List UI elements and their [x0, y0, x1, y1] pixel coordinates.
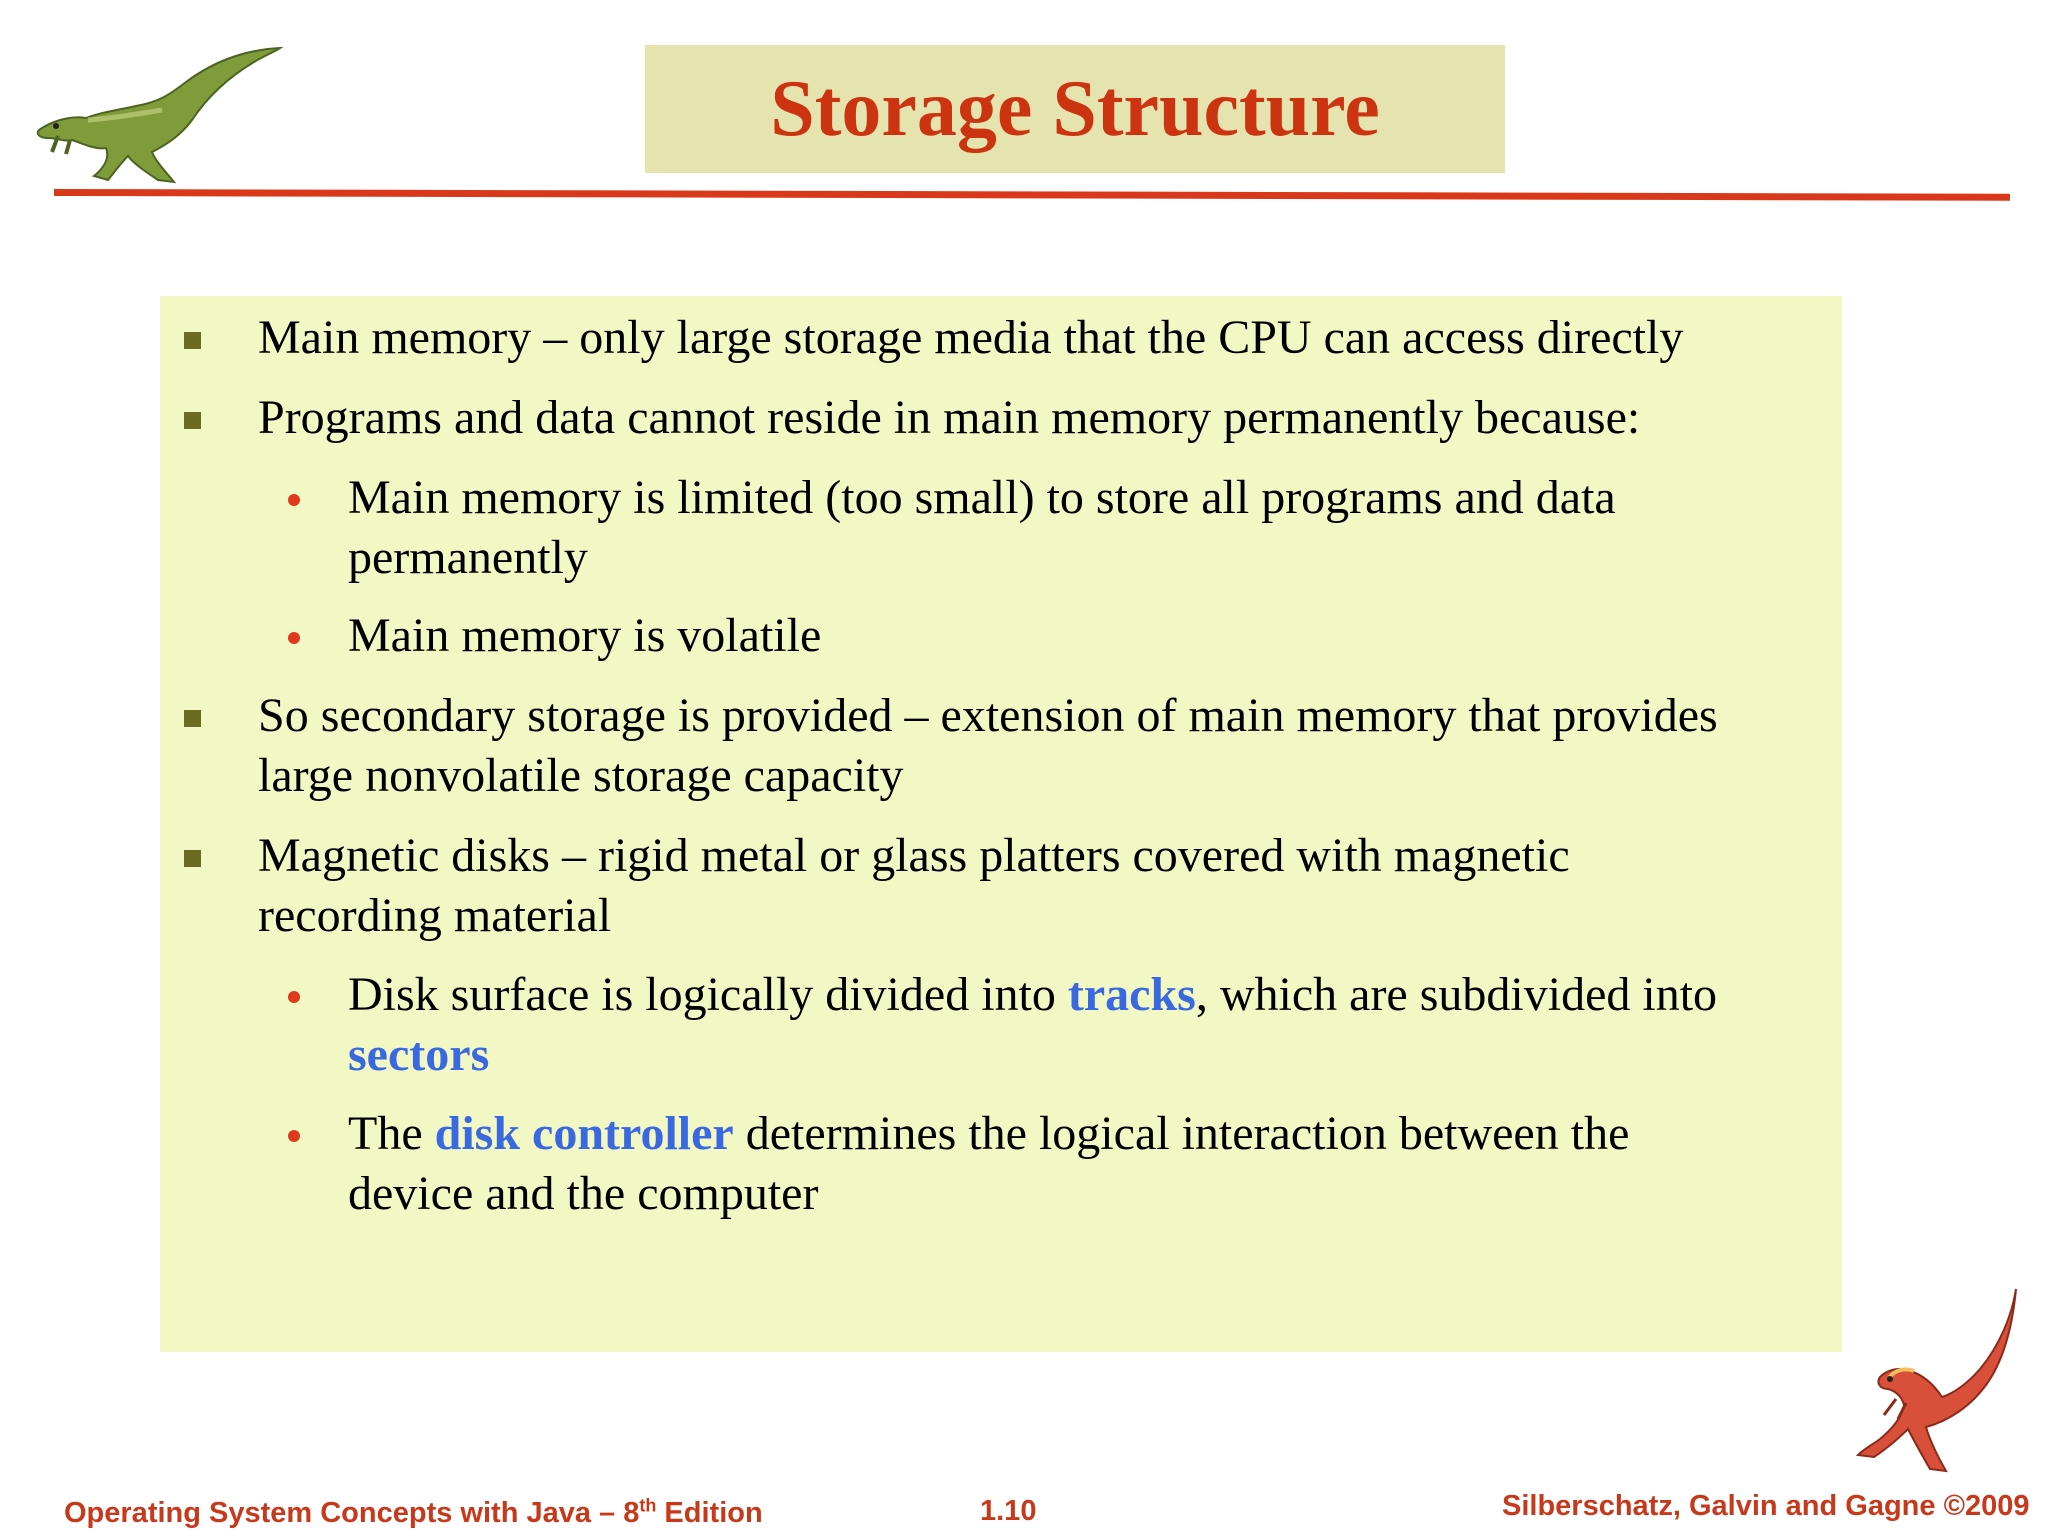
bullet-text-line2: large nonvolatile storage capacity — [258, 749, 904, 802]
footer-page-number: 1.10 — [980, 1495, 1037, 1527]
title-underline — [54, 189, 2010, 201]
square-bullet-icon — [184, 710, 201, 727]
bullet-text-line1: Magnetic disks – rigid metal or glass platters covered with magnetic — [258, 829, 1570, 882]
square-bullet-icon — [184, 332, 201, 349]
round-bullet-icon — [288, 632, 300, 644]
square-bullet-icon — [184, 412, 201, 429]
term-disk-controller: disk controller — [434, 1107, 734, 1160]
red-dinosaur-icon — [1830, 1285, 2030, 1485]
bullet-text-line2: permanently — [348, 531, 588, 584]
footer-authors: Silberschatz, Galvin and Gagne ©2009 — [1502, 1490, 2030, 1522]
square-bullet-icon — [184, 850, 201, 867]
footer-book-title — [64, 1496, 763, 1530]
content-area — [160, 296, 1842, 1352]
bullet-text-line1 — [348, 965, 1832, 1025]
title-box — [645, 45, 1505, 173]
bullet-text: Main memory – only large storage media that the CPU can access directly — [258, 311, 1684, 364]
term-tracks: tracks — [1067, 968, 1196, 1021]
bullet-text: Main memory is volatile — [348, 609, 822, 662]
bullet-text-line2: recording material — [258, 889, 612, 942]
footer-superscript: th — [639, 1495, 657, 1516]
bullet-text-line1 — [348, 1104, 1832, 1164]
term-sectors: sectors — [348, 1028, 490, 1081]
bullet-text: Programs and data cannot reside in main memory permanently because: — [258, 391, 1641, 444]
round-bullet-icon — [288, 991, 300, 1003]
footer-text: Operating System Concepts with Java – 8 — [64, 1497, 640, 1529]
bullet-text-line2: device and the computer — [348, 1167, 819, 1220]
text-run: The — [348, 1107, 435, 1160]
text-run: , which are subdivided into — [1195, 968, 1718, 1021]
text-run: determines the logical interaction between the — [733, 1107, 1630, 1160]
bullet-text-line1: Main memory is limited (too small) to store all programs and data — [348, 471, 1616, 524]
round-bullet-icon — [288, 494, 300, 506]
text-run: Disk surface is logically divided into — [348, 968, 1068, 1021]
bullet-text-line2 — [348, 1025, 1832, 1085]
green-dinosaur-icon — [18, 40, 288, 190]
slide-title: Storage Structure — [770, 65, 1380, 153]
round-bullet-icon — [288, 1130, 300, 1142]
bullet-text-line1: So secondary storage is provided – extension of main memory that provides — [258, 689, 1718, 742]
footer-text: Edition — [656, 1497, 763, 1529]
